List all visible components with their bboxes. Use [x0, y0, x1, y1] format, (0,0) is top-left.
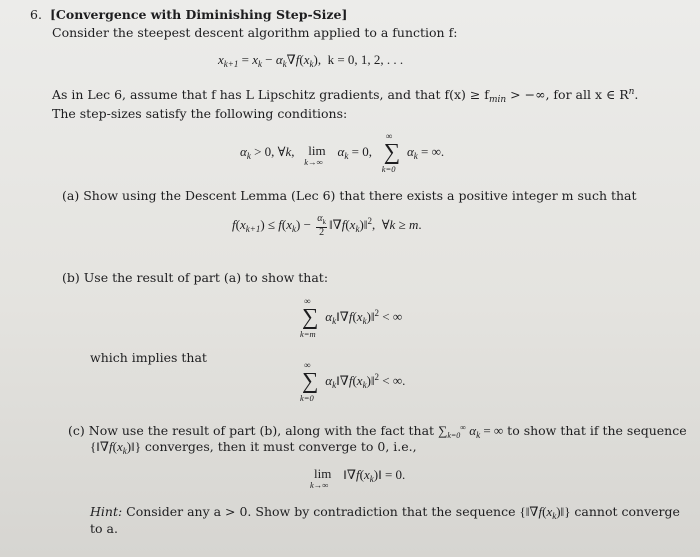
assumption-line-2: The step-sizes satisfy the following conditions: — [52, 106, 348, 121]
update-rule-index: k = 0, 1, 2, . . . — [327, 52, 404, 67]
problem-number: 6. — [30, 7, 42, 22]
part-b-sum-from-0: ∞ ∑ k=0 $\alpha_k‖\nabla f(x_k)‖^2$ < ∞. — [300, 360, 406, 403]
part-b-sum-from-m: ∞ ∑ k=m $\alpha_k‖\nabla f(x_k)‖^2$ < ∞ — [300, 296, 403, 339]
hint-line-1: Hint: Consider any a > 0. Show by contradiction that the sequence $\{‖\nabla f(x_k)‖\}$ cannot converge — [90, 504, 680, 521]
update-rule-equation: $x_{k+1} = x_k - \alpha_k\nabla f(x_k)$, k = 0, 1, 2, . . . — [218, 52, 404, 69]
assumption-line-1: As in Lec 6, assume that f has L Lipschitz gradients, and that $f(x) \ge f_{min}$ > −∞, for all x ∈ $R^n$. — [52, 87, 639, 105]
problem-title: [Convergence with Diminishing Step-Size] — [50, 7, 348, 22]
part-a-inequality: $f(x_{k+1}) \le f(x_k)$ − $\frac{\alpha_k}{2}$ $‖\nabla f(x_k)‖^2$, ∀k ≥ m. — [232, 213, 422, 238]
part-a-statement: (a) Show using the Descent Lemma (Lec 6) that there exists a positive integer m such that — [62, 188, 637, 203]
part-b-statement: (b) Use the result of part (a) to show that: — [62, 270, 329, 285]
part-c-line-2: $\{‖\nabla f(x_k)‖\}$ converges, then it must converge to 0, i.e., — [90, 439, 417, 456]
stepsize-conditions: $\alpha_k > 0$, ∀k, lim k→∞ $\alpha_k = 0$, ∞ ∑ k=0 $\alpha_k$ = ∞. — [240, 131, 445, 174]
part-c-line-1: (c) Now use the result of part (b), along with the fact that $\sum_{k=0}^\infty$ $\alpha_k$ = ∞ to show that if the sequence — [68, 423, 687, 440]
part-b-implies: which implies that — [90, 350, 207, 365]
hint-line-2: to a. — [90, 521, 118, 536]
part-c-limit: lim k→∞ $‖\nabla f(x_k)‖ = 0$. — [310, 466, 406, 490]
problem-intro: Consider the steepest descent algorithm applied to a function f: — [52, 25, 458, 40]
